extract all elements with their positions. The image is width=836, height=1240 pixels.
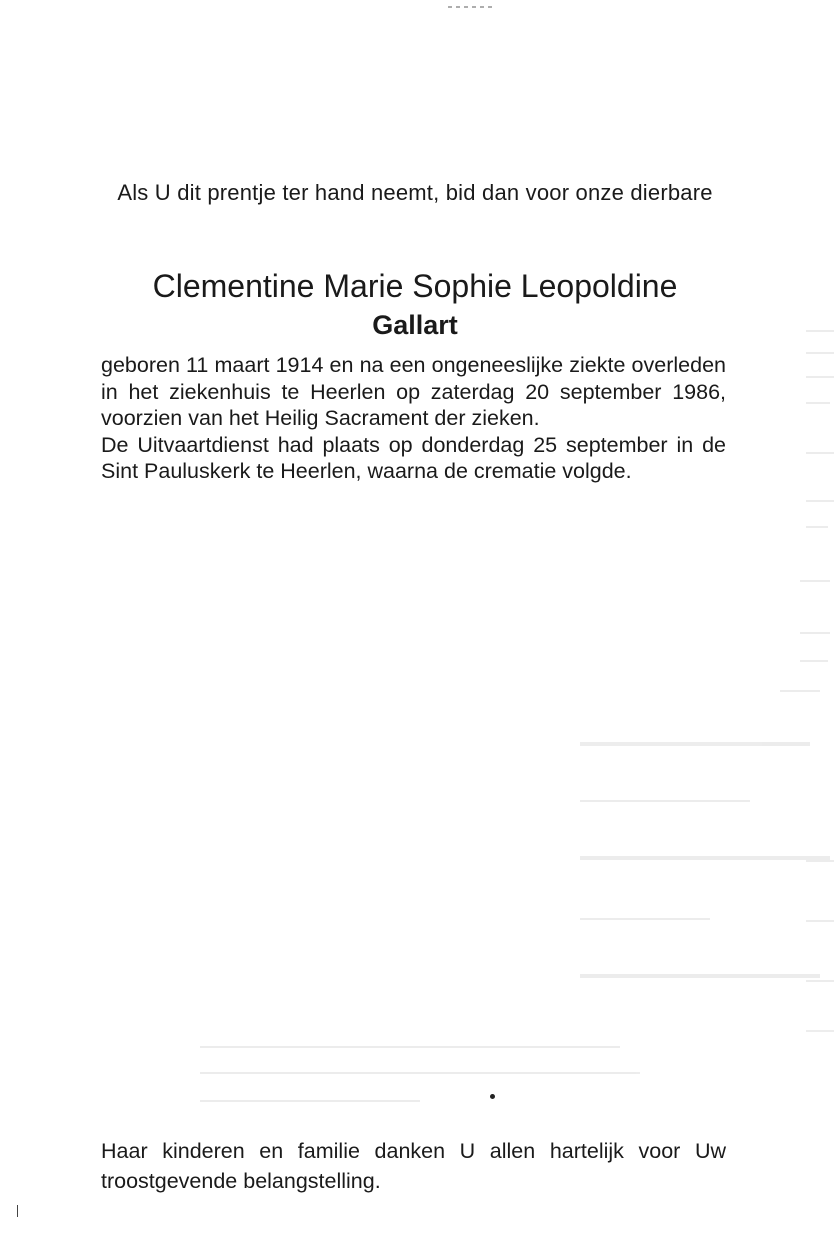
surname: Gallart [372, 310, 458, 340]
scan-artifact-mark [448, 6, 494, 8]
intro-text: Als U dit prentje ter hand neemt, bid dan voor onze dierbare [117, 180, 713, 205]
birth-death-paragraph: geboren 11 maart 1914 en na een ongeneeslijke ziekte overleden in het ziekenhuis te Heerlen op zaterdag 20 september 1986, voorzien van het Heilig Sacrament der zieken. [101, 353, 726, 430]
scan-edge-mark [17, 1205, 18, 1217]
given-names: Clementine Marie Sophie Leopoldine [152, 268, 678, 304]
ink-speck [490, 1094, 495, 1099]
funeral-paragraph: De Uitvaartdienst had plaats op donderdag 25 september in de Sint Pauluskerk te Heerlen, waarna de crematie volgde. [101, 432, 726, 483]
closing-text: Haar kinderen en familie danken U allen hartelijk voor Uw troostgevende belangstelling. [101, 1139, 726, 1193]
obituary-body [101, 352, 726, 485]
